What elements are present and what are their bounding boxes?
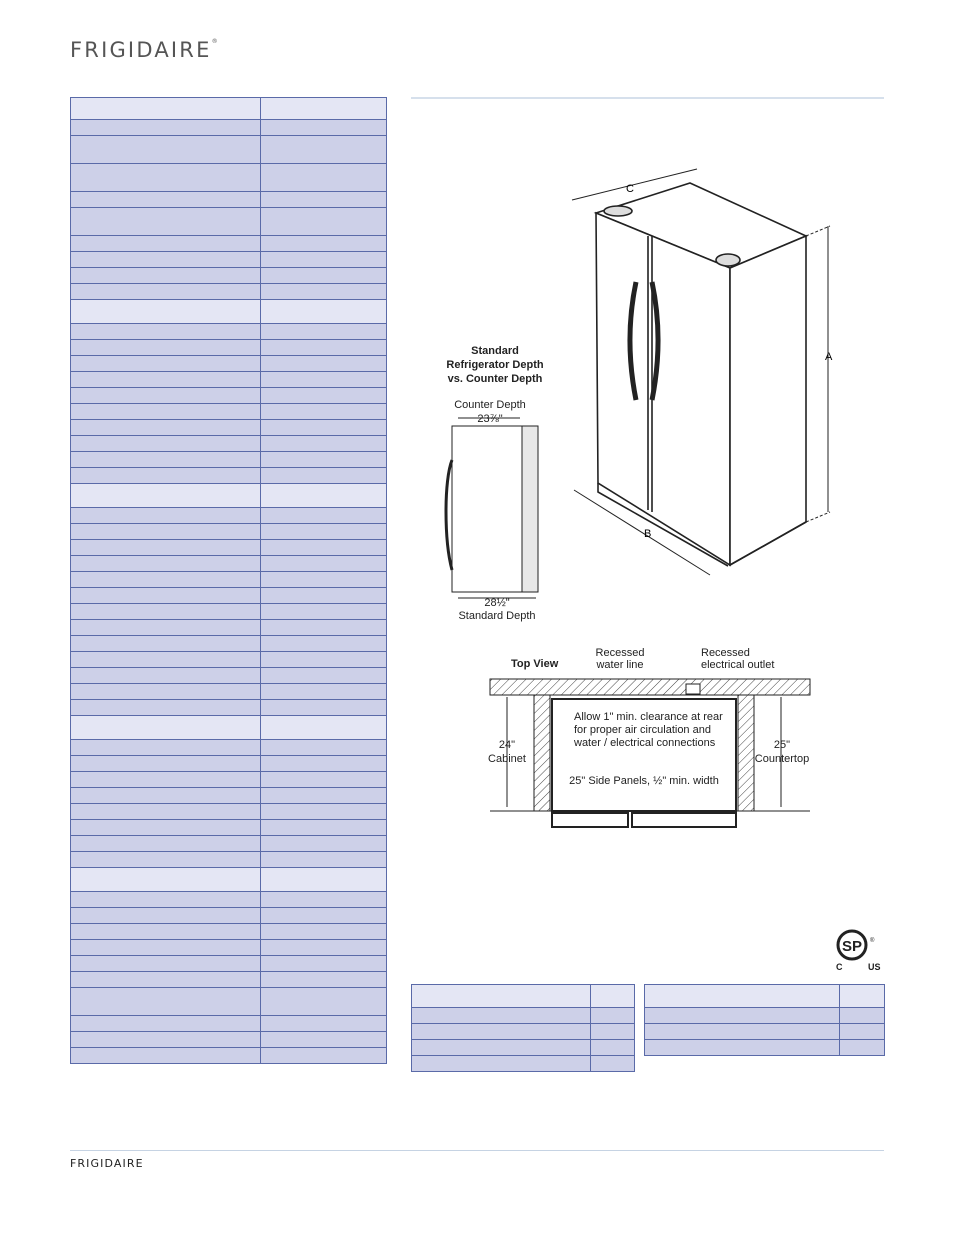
dimension-c-label: C	[626, 183, 634, 195]
table-cell	[261, 924, 387, 940]
table-row	[71, 508, 387, 524]
table-row	[71, 236, 387, 252]
table-cell	[71, 588, 261, 604]
table-cell	[261, 684, 387, 700]
table-cell	[71, 1032, 261, 1048]
table-row	[71, 540, 387, 556]
table-row	[71, 804, 387, 820]
table-cell	[261, 372, 387, 388]
table-cell	[71, 252, 261, 268]
table-cell	[71, 524, 261, 540]
top-view-diagram	[470, 640, 820, 840]
table-cell	[261, 420, 387, 436]
table-row	[71, 620, 387, 636]
table-cell	[840, 1024, 885, 1040]
table-row	[71, 836, 387, 852]
table-cell	[412, 1008, 591, 1024]
table-cell	[71, 868, 261, 892]
table-row	[71, 1032, 387, 1048]
table-cell	[261, 300, 387, 324]
table-row	[71, 988, 387, 1016]
table-cell	[71, 164, 261, 192]
table-cell	[261, 192, 387, 208]
table-row	[71, 420, 387, 436]
table-cell	[261, 772, 387, 788]
recessed-water-line1: Recessed	[595, 647, 645, 659]
table-row	[71, 164, 387, 192]
table-row	[71, 388, 387, 404]
table-cell	[261, 164, 387, 192]
svg-text:SP: SP	[841, 938, 863, 955]
table-row	[71, 556, 387, 572]
table-row	[71, 524, 387, 540]
table-cell	[71, 284, 261, 300]
table-cell	[261, 468, 387, 484]
table-row	[71, 120, 387, 136]
table-cell	[261, 1032, 387, 1048]
countertop-height: 25"	[773, 739, 791, 751]
table-row	[71, 136, 387, 164]
csa-certification-logo	[834, 928, 886, 974]
table-cell	[412, 1024, 591, 1040]
table-row	[71, 468, 387, 484]
table-cell	[71, 208, 261, 236]
table-cell	[261, 120, 387, 136]
recessed-outlet-line1: Recessed	[701, 647, 750, 659]
table-row	[71, 924, 387, 940]
table-cell	[71, 1016, 261, 1032]
table-cell	[261, 836, 387, 852]
table-row	[71, 756, 387, 772]
recessed-water-line2: water line	[596, 659, 644, 671]
table-cell	[261, 324, 387, 340]
table-cell	[261, 1048, 387, 1064]
table-row	[71, 356, 387, 372]
dimension-b-label: B	[644, 528, 652, 540]
table-cell	[71, 756, 261, 772]
table-cell	[261, 756, 387, 772]
table-cell	[261, 852, 387, 868]
table-cell	[261, 508, 387, 524]
table-cell	[71, 556, 261, 572]
table-cell	[261, 236, 387, 252]
table-cell	[71, 956, 261, 972]
table-cell	[261, 972, 387, 988]
table-cell	[71, 372, 261, 388]
svg-text:C: C	[836, 962, 843, 972]
depth-title-line3: vs. Counter Depth	[447, 373, 543, 385]
table-cell	[71, 540, 261, 556]
header-divider	[411, 97, 884, 99]
table-row	[71, 284, 387, 300]
table-row	[71, 892, 387, 908]
table-row	[71, 604, 387, 620]
svg-text:®: ®	[870, 938, 875, 944]
table-cell	[71, 836, 261, 852]
dimension-diagram	[400, 160, 860, 622]
table-cell	[71, 436, 261, 452]
dimension-a-label: A	[825, 351, 833, 363]
table-cell	[71, 716, 261, 740]
table-cell	[261, 252, 387, 268]
counter-depth-value: 23⅞"	[477, 413, 503, 425]
table-cell	[71, 892, 261, 908]
table-cell	[261, 436, 387, 452]
table-cell	[71, 908, 261, 924]
svg-text:US: US	[868, 962, 881, 972]
specifications-table	[70, 97, 387, 1064]
table-cell	[261, 540, 387, 556]
table-cell	[71, 300, 261, 324]
table-cell	[261, 572, 387, 588]
table-row	[71, 908, 387, 924]
table-row	[71, 740, 387, 756]
table-cell	[71, 120, 261, 136]
table-cell	[261, 98, 387, 120]
standard-depth-value: 28½"	[484, 597, 510, 609]
table-cell	[261, 804, 387, 820]
table-cell	[261, 524, 387, 540]
table-cell	[71, 700, 261, 716]
table-cell	[261, 956, 387, 972]
table-row	[71, 208, 387, 236]
table-row	[71, 572, 387, 588]
table-cell	[261, 556, 387, 572]
table-cell	[261, 356, 387, 372]
table-cell	[261, 892, 387, 908]
table-cell	[71, 356, 261, 372]
table-section-header	[71, 300, 387, 324]
table-cell	[71, 508, 261, 524]
table-cell	[261, 740, 387, 756]
table-cell	[71, 572, 261, 588]
footer-brand-logo: FRIGIDAIRE	[70, 1157, 144, 1170]
table-cell	[71, 620, 261, 636]
cabinet-label: Cabinet	[488, 753, 526, 765]
table-cell	[261, 284, 387, 300]
table-cell	[645, 1040, 840, 1056]
table-section-header	[71, 484, 387, 508]
table-cell	[261, 652, 387, 668]
table-row	[71, 788, 387, 804]
table-cell	[261, 668, 387, 684]
clearance-line1: Allow 1" min. clearance at rear	[574, 711, 723, 723]
table-cell	[645, 985, 840, 1008]
accessories-table-right	[644, 984, 885, 1056]
clearance-line3: water / electrical connections	[574, 737, 716, 749]
table-cell	[261, 452, 387, 468]
table-cell	[261, 404, 387, 420]
table-cell	[261, 388, 387, 404]
depth-title-line1: Standard	[471, 345, 519, 357]
table-row	[71, 684, 387, 700]
table-cell	[261, 988, 387, 1016]
table-row	[71, 1048, 387, 1064]
table-cell	[71, 820, 261, 836]
footer-divider	[70, 1150, 884, 1151]
table-cell	[261, 820, 387, 836]
table-cell	[71, 740, 261, 756]
table-row	[71, 324, 387, 340]
side-panels-label: 25" Side Panels, ½" min. width	[569, 775, 719, 787]
table-cell	[71, 268, 261, 284]
table-row	[71, 252, 387, 268]
countertop-label: Countertop	[754, 753, 810, 765]
table-row	[71, 772, 387, 788]
table-cell	[261, 620, 387, 636]
table-cell	[71, 1048, 261, 1064]
table-cell	[412, 1040, 591, 1056]
table-cell	[71, 684, 261, 700]
table-cell	[71, 852, 261, 868]
table-cell	[261, 700, 387, 716]
table-cell	[840, 1040, 885, 1056]
table-row	[71, 636, 387, 652]
table-cell	[261, 136, 387, 164]
table-cell	[71, 452, 261, 468]
table-section-header	[71, 98, 387, 120]
table-cell	[261, 484, 387, 508]
table-row	[71, 588, 387, 604]
table-cell	[71, 388, 261, 404]
table-cell	[261, 208, 387, 236]
recessed-outlet-line2: electrical outlet	[701, 659, 775, 671]
table-cell	[71, 668, 261, 684]
table-section-header	[71, 868, 387, 892]
table-row	[71, 668, 387, 684]
table-cell	[71, 136, 261, 164]
cabinet-height: 24"	[498, 739, 516, 751]
table-cell	[261, 636, 387, 652]
table-cell	[261, 940, 387, 956]
table-cell	[591, 1024, 635, 1040]
table-cell	[71, 420, 261, 436]
top-view-label: Top View	[511, 658, 559, 670]
table-cell	[71, 804, 261, 820]
table-row	[71, 820, 387, 836]
table-cell	[591, 1040, 635, 1056]
table-row	[71, 852, 387, 868]
table-row	[71, 452, 387, 468]
table-row	[71, 700, 387, 716]
table-cell	[71, 324, 261, 340]
table-row	[71, 372, 387, 388]
table-row	[71, 652, 387, 668]
table-cell	[71, 98, 261, 120]
table-cell	[645, 1008, 840, 1024]
table-cell	[591, 985, 635, 1008]
table-row	[71, 404, 387, 420]
clearance-line2: for proper air circulation and	[574, 724, 711, 736]
table-row	[71, 192, 387, 208]
table-row	[71, 340, 387, 356]
table-cell	[71, 192, 261, 208]
table-cell	[71, 236, 261, 252]
table-cell	[71, 772, 261, 788]
table-cell	[645, 1024, 840, 1040]
table-cell	[261, 908, 387, 924]
table-cell	[71, 924, 261, 940]
table-row	[71, 1016, 387, 1032]
table-cell	[71, 604, 261, 620]
table-cell	[71, 788, 261, 804]
table-cell	[840, 985, 885, 1008]
table-cell	[261, 268, 387, 284]
counter-depth-label: Counter Depth	[454, 399, 526, 411]
table-cell	[412, 985, 591, 1008]
table-cell	[261, 604, 387, 620]
brand-logo: FRIGIDAIRE®	[70, 38, 218, 62]
table-cell	[71, 988, 261, 1016]
table-cell	[71, 652, 261, 668]
table-cell	[261, 340, 387, 356]
table-cell	[71, 404, 261, 420]
table-cell	[591, 1008, 635, 1024]
table-cell	[261, 868, 387, 892]
table-cell	[71, 340, 261, 356]
table-row	[71, 436, 387, 452]
table-cell	[261, 716, 387, 740]
refrigerator-illustration	[596, 183, 806, 566]
side-view-illustration	[446, 418, 538, 598]
table-cell	[261, 1016, 387, 1032]
standard-depth-label: Standard Depth	[458, 610, 536, 622]
depth-title-line2: Refrigerator Depth	[446, 359, 544, 371]
table-cell	[591, 1056, 635, 1072]
table-section-header	[71, 716, 387, 740]
table-cell	[71, 636, 261, 652]
table-cell	[840, 1008, 885, 1024]
table-cell	[71, 940, 261, 956]
table-row	[71, 268, 387, 284]
table-row	[71, 940, 387, 956]
table-cell	[71, 972, 261, 988]
table-row	[71, 956, 387, 972]
accessories-table-left	[411, 984, 635, 1072]
table-cell	[261, 788, 387, 804]
table-row	[71, 972, 387, 988]
table-cell	[71, 484, 261, 508]
table-cell	[71, 468, 261, 484]
table-cell	[412, 1056, 591, 1072]
table-cell	[261, 588, 387, 604]
